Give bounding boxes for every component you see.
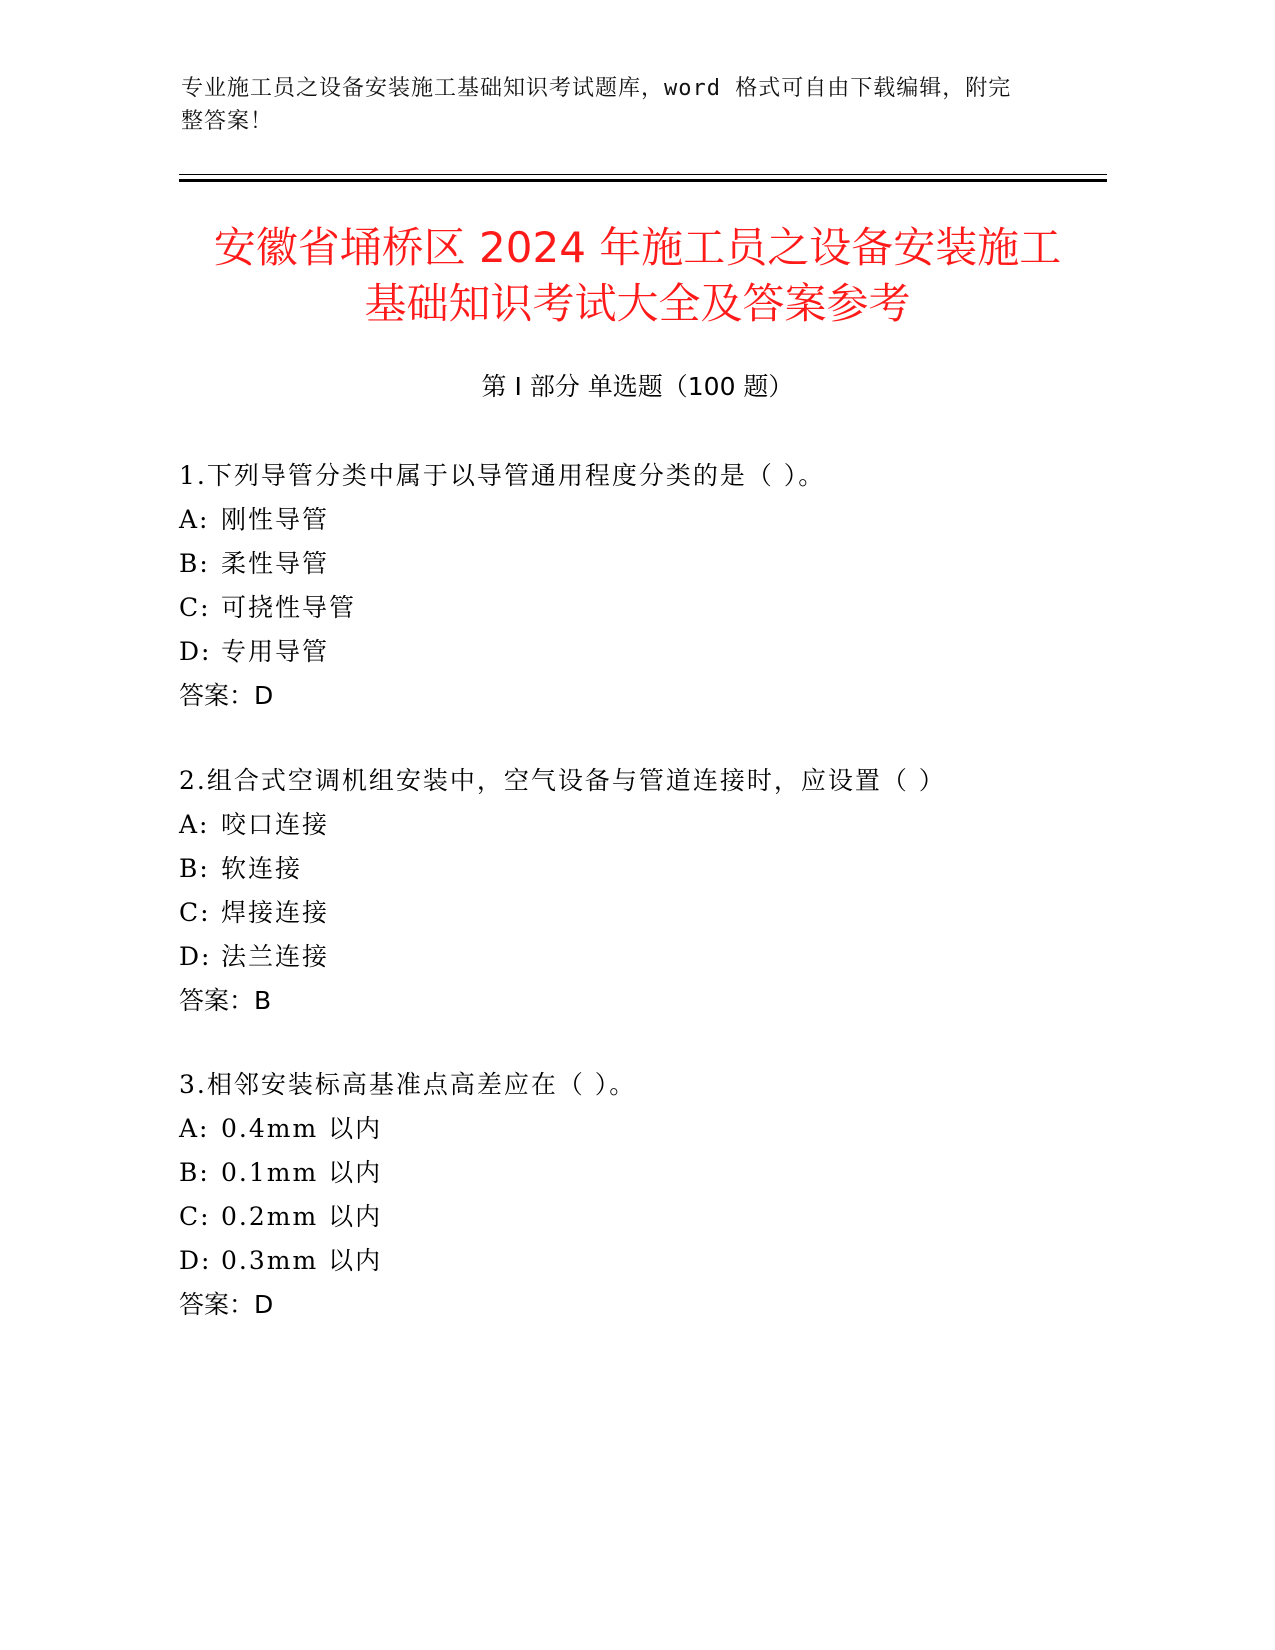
option-label: C: [179, 898, 211, 927]
option-a [179, 498, 1079, 542]
answer-line: 答案：D [179, 681, 274, 710]
option-text: 柔性导管 [221, 549, 330, 578]
option-text: 0.4mm 以内 [221, 1114, 383, 1143]
question-3 [179, 1063, 1079, 1327]
option-text: 0.1mm 以内 [221, 1158, 383, 1187]
document-title-line2: 基础知识考试大全及答案参考 [364, 279, 911, 328]
option-d [179, 1239, 1079, 1283]
header-note: 专业施工员之设备安装施工基础知识考试题库，word 格式可自由下载编辑，附完整答案！ [181, 76, 1012, 134]
option-text: 专用导管 [221, 637, 330, 666]
document-title [150, 220, 1125, 332]
option-label: A: [179, 810, 210, 839]
option-b [179, 1151, 1079, 1195]
header-divider-thick [179, 179, 1107, 182]
answer-line: 答案：B [179, 986, 272, 1015]
option-a [179, 1107, 1079, 1151]
question-stem: 2.组合式空调机组安装中，空气设备与管道连接时，应设置（ ） [179, 766, 946, 795]
option-text: 可挠性导管 [221, 593, 357, 622]
header-divider-thin [179, 174, 1107, 175]
option-d [179, 630, 1079, 674]
option-label: A: [179, 1114, 210, 1143]
option-text: 咬口连接 [221, 810, 330, 839]
option-label: B: [179, 1158, 210, 1187]
question-2 [179, 759, 1079, 1023]
option-b [179, 847, 1079, 891]
option-text: 0.2mm 以内 [221, 1202, 383, 1231]
document-title-line1: 安徽省埇桥区 2024 年施工员之设备安装施工 [213, 223, 1062, 272]
option-d [179, 935, 1079, 979]
option-text: 0.3mm 以内 [221, 1246, 383, 1275]
question-stem: 1.下列导管分类中属于以导管通用程度分类的是（ ）。 [179, 461, 826, 490]
option-c [179, 891, 1079, 935]
option-text: 刚性导管 [221, 505, 330, 534]
option-b [179, 542, 1079, 586]
option-text: 焊接连接 [221, 898, 330, 927]
option-label: D: [179, 942, 212, 971]
option-c [179, 1195, 1079, 1239]
option-a [179, 803, 1079, 847]
question-1 [179, 454, 1079, 718]
option-label: B: [179, 854, 210, 883]
option-text: 法兰连接 [221, 942, 330, 971]
option-label: A: [179, 505, 210, 534]
option-label: B: [179, 549, 210, 578]
option-c [179, 586, 1079, 630]
option-label: C: [179, 1202, 211, 1231]
option-text: 软连接 [221, 854, 303, 883]
section-title: 第 I 部分 单选题（100 题） [481, 372, 794, 401]
option-label: C: [179, 593, 211, 622]
option-label: D: [179, 637, 212, 666]
question-stem: 3.相邻安装标高基准点高差应在（ ）。 [179, 1070, 637, 1099]
answer-line: 答案：D [179, 1290, 274, 1319]
option-label: D: [179, 1246, 212, 1275]
